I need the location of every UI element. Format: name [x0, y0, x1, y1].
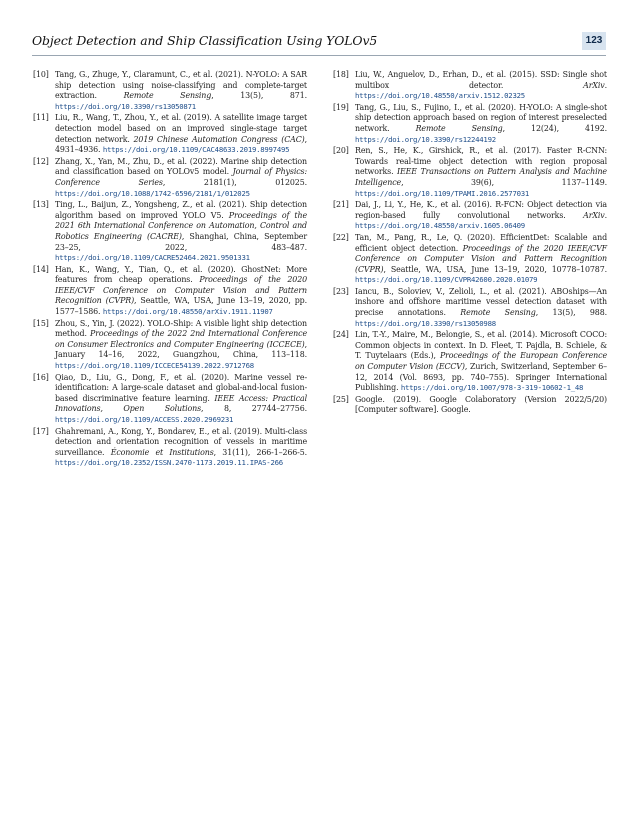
header-rule [32, 55, 606, 56]
reference-item [333, 395, 607, 416]
reference-details: , Seattle, WA, USA, June 13–19, 2020, 10778–10787. [383, 264, 607, 274]
doi-link[interactable]: https://doi.org/10.3390/rs13050871 [55, 101, 196, 111]
reference-authors-title: Tang, G., Liu, S., Fujino, I., et al. (2020). H-YOLO: A single-shot ship detection approach based on region of interest preselected network. [355, 102, 607, 133]
reference-details: , 2181(1), 012025. [162, 177, 308, 187]
doi-link[interactable]: https://doi.org/10.1088/1742-6596/2181/1/012025 [55, 188, 250, 198]
reference-details: , 8, 27744–27756. [201, 404, 307, 414]
reference-details: , January 14–16, 2022, Guangzhou, China, 113–118. [55, 339, 307, 360]
doi-link[interactable]: https://doi.org/10.1109/CVPR42600.2020.01079 [355, 275, 538, 285]
doi-link[interactable]: https://doi.org/10.48550/arxiv.1605.06409 [355, 221, 525, 231]
reference-number: [15] [33, 318, 49, 328]
reference-number: [18] [333, 70, 349, 79]
reference-number: [24] [333, 330, 349, 340]
reference-item [333, 287, 607, 329]
reference-details: , 12(24), 4192. [502, 123, 607, 133]
reference-details: , 31(11), 266-1–266-5. [213, 447, 307, 457]
reference-venue: Journal of Physics: Conference Series [55, 167, 307, 187]
doi-link[interactable]: https://doi.org/10.1109/CACRE52464.2021.9501331 [55, 253, 250, 263]
reference-number: [19] [333, 102, 349, 112]
running-title: Object Detection and Ship Classification Using YOLOv5 [32, 33, 378, 48]
reference-details: , 4931–4936. [55, 134, 307, 155]
reference-venue: ArXiv [583, 80, 605, 90]
reference-venue: Proceedings of the 2021 6th International Conference on Automation, Control and Robotics Engineering (CACRE) [55, 210, 307, 241]
reference-item [33, 427, 307, 469]
doi-link[interactable]: https://doi.org/10.2352/ISSN.2470-1173.2019.11.IPAS-266 [55, 458, 283, 468]
reference-details: , 13(5), 988. [535, 308, 607, 318]
reference-details: , Shanghai, China, September 23–25, 2022, 483–487. [55, 231, 307, 252]
reference-authors-title: Qiao, D., Liu, G., Dong, F., et al. (2020). Marine vessel re-identification: A large-scale dataset and global-and-local fusion-based discriminative feature learning. [55, 372, 307, 403]
reference-authors-title: Tan, M., Pang, R., Le, Q. (2020). EfficientDet: Scalable and efficient object detection. [355, 232, 607, 253]
reference-details: , 39(6), 1137–1149. [401, 177, 607, 187]
reference-authors-title: Dai, J., Li, Y., He, K., et al. (2016). R-FCN: Object detection via region-based fully convolutional networks. [355, 200, 607, 220]
reference-number: [16] [33, 372, 49, 382]
reference-authors-title: Tang, G., Zhuge, Y., Claramunt, C., et al. (2021). N-YOLO: A SAR ship detection using noise-classifying and complete-target extraction. [55, 70, 307, 101]
reference-item [33, 265, 307, 318]
reference-authors-title: Ren, S., He, K., Girshick, R., et al. (2017). Faster R-CNN: Towards real-time object detection with region proposal networks. [355, 146, 607, 177]
references-column-left [33, 70, 307, 470]
reference-number: [14] [33, 264, 49, 274]
reference-authors-title: Zhang, X., Yan, M., Zhu, D., et al. (2022). Marine ship detection and classification based on YOLOv5 model. [55, 156, 307, 177]
reference-authors-title: Iancu, B., Soloviev, V., Zelioli, L., et al. (2021). ABOships—An inshore and offshore maritime vessel detection dataset with precise annotations. [355, 286, 607, 318]
doi-link[interactable]: https://doi.org/10.1109/CAC48633.2019.8997495 [102, 145, 290, 155]
reference-venue: 2019 Chinese Automation Congress (CAC) [133, 134, 305, 144]
reference-number: [11] [33, 113, 49, 123]
reference-item [333, 330, 607, 394]
references-column-right [333, 70, 607, 417]
reference-number: [10] [33, 70, 49, 79]
reference-authors-title: Liu, W., Anguelov, D., Erhan, D., et al. (2015). SSD: Single shot multibox detector. [355, 70, 607, 90]
reference-venue: Remote Sensing [460, 308, 536, 318]
reference-details: . [604, 210, 607, 220]
reference-item [333, 103, 607, 145]
reference-authors-title: Google. (2019). Google Colaboratory (Version 2022/5/20) [Computer software]. Google. [355, 394, 607, 415]
reference-authors-title: Liu, R., Wang, T., Zhou, Y., et al. (2019). A satellite image target detection model based on an improved single-stage target detection network. [55, 113, 307, 144]
reference-item [33, 373, 307, 426]
doi-link[interactable]: https://doi.org/10.48550/arXiv.1911.11907 [102, 307, 273, 317]
doi-link[interactable]: https://doi.org/10.1109/ACCESS.2020.2969231 [55, 415, 234, 424]
reference-item [333, 200, 607, 232]
reference-number: [20] [333, 146, 349, 156]
reference-number: [13] [33, 200, 49, 210]
reference-venue: Proceedings of the European Conference on Computer Vision (ECCV) [355, 351, 607, 372]
reference-number: [17] [33, 426, 49, 436]
reference-number: [25] [333, 394, 349, 404]
page-header [32, 33, 606, 55]
doi-link[interactable]: https://doi.org/10.3390/rs13050988 [355, 318, 496, 328]
reference-item [33, 319, 307, 372]
reference-authors-title: Ghahremani, A., Kong, Y., Bondarev, E., et al. (2019). Multi-class detection and orientation recognition of vessels in maritime surveillance. [55, 426, 307, 457]
reference-details: , Seattle, WA, USA, June 13–19, 2020, pp. 1577–1586. [55, 296, 307, 317]
reference-item [33, 200, 307, 264]
reference-item [333, 70, 607, 102]
reference-venue: Remote Sensing [415, 123, 503, 133]
reference-venue: Proceedings of the 2022 2nd International Conference on Consumer Electronics and Computer Engineering (ICCECE) [55, 329, 307, 349]
reference-item [33, 157, 307, 199]
reference-authors-title: Han, K., Wang, Y., Tian, Q., et al. (2020). GhostNet: More features from cheap operations. [55, 264, 307, 285]
reference-authors-title: Ting, L., Baijun, Z., Yongsheng, Z., et al. (2021). Ship detection algorithm based on improved YOLO V5. [55, 200, 307, 220]
reference-details: , 13(5), 871. [211, 91, 307, 101]
reference-details: , Zurich, Switzerland, September 6–12, 2014 (Vol. 8693, pp. 740–755). Springer International Publishing. [355, 362, 607, 393]
reference-venue: Proceedings of the 2020 IEEE/CVF Conference on Computer Vision and Pattern Recognition (CVPR) [355, 243, 607, 274]
reference-details: . [604, 80, 607, 90]
reference-item [33, 70, 307, 112]
page-number-badge: 123 [582, 32, 606, 50]
reference-number: [22] [333, 232, 349, 242]
reference-venue: IEEE Access: Practical Innovations, Open Solutions [55, 393, 307, 414]
doi-link[interactable]: https://doi.org/10.3390/rs12244192 [355, 134, 496, 144]
reference-venue: Économie et Institutions [110, 447, 214, 457]
doi-link[interactable]: https://doi.org/10.48550/arxiv.1512.02325 [355, 91, 525, 101]
reference-number: [21] [333, 200, 349, 210]
reference-item [333, 146, 607, 199]
reference-number: [23] [333, 286, 349, 296]
reference-venue: Proceedings of the 2020 IEEE/CVF Conference on Computer Vision and Pattern Recognition (CVPR) [55, 275, 307, 306]
reference-venue: Remote Sensing [123, 91, 212, 101]
reference-venue: IEEE Transactions on Pattern Analysis and Machine Intelligence [355, 167, 607, 187]
doi-link[interactable]: https://doi.org/10.1007/978-3-319-10602-1_48 [400, 383, 584, 393]
doi-link[interactable]: https://doi.org/10.1109/TPAMI.2016.2577031 [355, 188, 530, 198]
reference-item [333, 233, 607, 286]
reference-venue: ArXiv [583, 210, 605, 220]
reference-authors-title: Zhou, S., Yin, J. (2022). YOLO-Ship: A visible light ship detection method. [55, 318, 307, 339]
reference-item [33, 113, 307, 155]
reference-authors-title: Lin, T.-Y., Maire, M., Belongie, S., et al. (2014). Microsoft COCO: Common objects in context. In D. Fleet, T. Pajdla, B. Schiele, & T. Tuytelaars (Eds.), [355, 330, 607, 361]
doi-link[interactable]: https://doi.org/10.1109/ICCECE54139.2022.9712768 [55, 361, 254, 371]
reference-number: [12] [33, 156, 49, 166]
